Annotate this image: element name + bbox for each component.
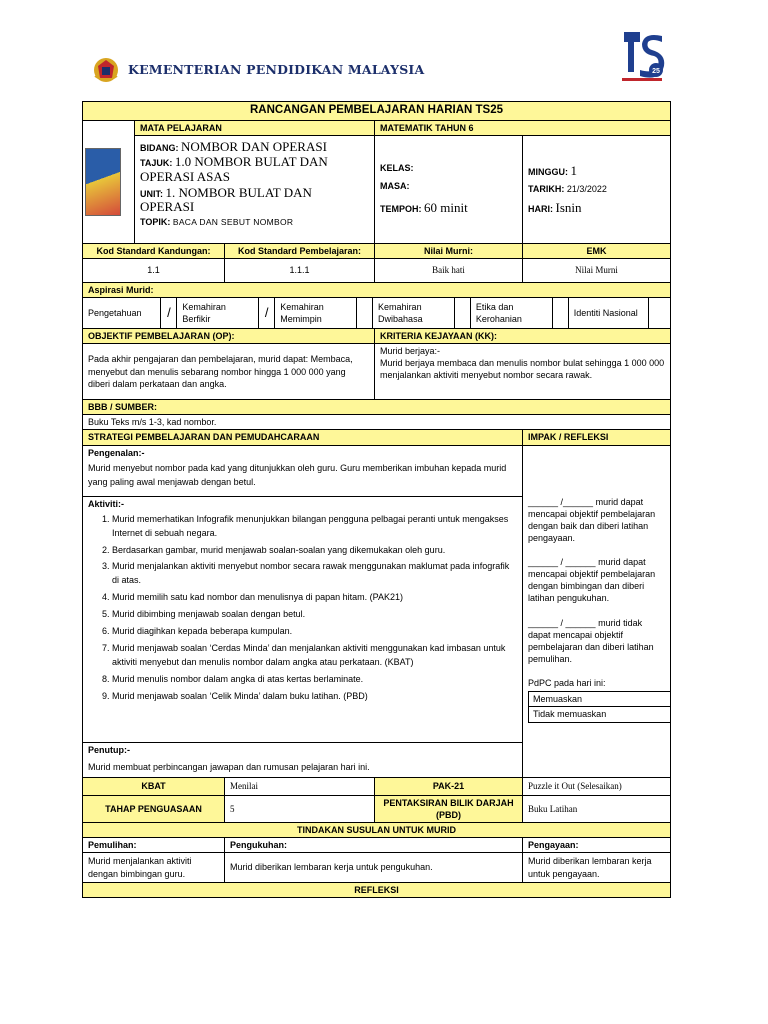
hari-label: HARI: <box>528 204 553 215</box>
aktiviti-cell <box>83 496 523 742</box>
ksk-value: 1.1 <box>83 258 225 282</box>
pengenalan-cell <box>83 445 523 496</box>
hari-value: Isnin <box>555 200 582 216</box>
tarikh-label: TARIKH: <box>528 184 565 195</box>
aktiviti-item: 6. Murid diagihkan kepada beberapa kumpulan. <box>112 625 517 639</box>
aktiviti-item: 9. Murid menjawab soalan ‘Celik Minda’ dalam buku latihan. (PBD) <box>112 690 517 704</box>
aspirasi-item: Kemahiran Dwibahasa <box>373 298 455 328</box>
pengukuhan-text: Murid diberikan lembaran kerja untuk pengukuhan. <box>225 853 523 883</box>
aktiviti-list <box>88 513 517 704</box>
topik-label: TOPIK: <box>140 217 171 228</box>
aktiviti-item: 4. Murid memilih satu kad nombor dan menulisnya di papan hitam. (PAK21) <box>112 591 517 605</box>
kelas-label: KELAS: <box>380 163 414 174</box>
aspirasi-item: Etika dan Kerohanian <box>470 298 552 328</box>
kriteria-intro: Murid berjaya:- <box>380 346 441 357</box>
aspirasi-mark <box>357 298 373 328</box>
pengenalan-label: Pengenalan:- <box>88 447 145 458</box>
subject-detail <box>135 135 375 243</box>
bidang-label: BIDANG: <box>140 142 179 153</box>
aktiviti-item: 8. Murid menulis nombor dalam angka di atas kertas berlaminate. <box>112 673 517 687</box>
mata-pelajaran-value: MATEMATIK TAHUN 6 <box>375 120 671 135</box>
textbook-cover <box>83 120 135 243</box>
pemulihan-label: Pemulihan: <box>83 837 225 852</box>
bbb-label: BBB / SUMBER: <box>83 400 671 415</box>
pak21-value: Puzzle it Out (Selesaikan) <box>523 777 671 795</box>
ts25-logo <box>618 28 666 84</box>
strategi-label: STRATEGI PEMBELAJARAN DAN PEMUDAHCARAAN <box>83 430 523 445</box>
minggu-value: 1 <box>570 162 578 178</box>
pdpc-label: PdPC pada hari ini: <box>528 678 606 689</box>
pengayaan-label: Pengayaan: <box>523 837 671 852</box>
textbook-image <box>85 148 121 216</box>
tempoh-label: TEMPOH: <box>380 203 422 214</box>
session-info-left <box>375 135 523 243</box>
lesson-plan-table <box>82 101 671 898</box>
tarikh-value: 21/3/2022 <box>566 184 607 195</box>
aktiviti-label: Aktiviti:- <box>88 498 124 509</box>
aspirasi-mark <box>454 298 470 328</box>
pdpc-table <box>528 691 671 722</box>
penutup-text: Murid membuat perbincangan jawapan dan rumusan pelajaran hari ini. <box>88 761 370 772</box>
kriteria-cell <box>375 344 671 400</box>
penutup-cell <box>83 742 523 777</box>
unit-label: UNIT: <box>140 188 163 199</box>
impak-line-pengukuhan: ______ / ______ murid dapat mencapai objektif pembelajaran dengan bimbingan dan diberi latihan pengukuhan. <box>528 557 656 604</box>
impak-label: IMPAK / REFLEKSI <box>523 430 671 445</box>
kriteria-label: KRITERIA KEJAYAAN (KK): <box>375 328 671 343</box>
aspirasi-item: Kemahiran Memimpin <box>275 298 357 328</box>
pdpc-option: Tidak memuaskan <box>529 707 671 722</box>
nilai-murni-value: Baik hati <box>375 258 523 282</box>
aspirasi-grid <box>83 298 670 328</box>
pengenalan-text: Murid menyebut nombor pada kad yang ditunjukkan oleh guru. Guru memberikan imbuhan kepada murid yang paling awal menjawab dengan betul. <box>88 462 507 487</box>
tajuk-value: 1.0 NOMBOR BULAT DAN OPERASI ASAS <box>140 154 328 184</box>
aspirasi-label: Aspirasi Murid: <box>83 282 671 297</box>
objektif-label: OBJEKTIF PEMBELAJARAN (OP): <box>83 328 375 343</box>
ksp-value: 1.1.1 <box>225 258 375 282</box>
aktiviti-item: 3. Murid menjalankan aktiviti menyebut nombor secara rawak menggunakan maklumat pada infografik di atas. <box>112 560 517 588</box>
impak-line-pengayaan: ______ /______ murid dapat mencapai objektif pembelajaran dengan baik dan diberi latihan pengayaan. <box>528 496 656 543</box>
kbat-label: KBAT <box>83 777 225 795</box>
tajuk-label: TAJUK: <box>140 158 173 169</box>
aktiviti-item: 2. Berdasarkan gambar, murid menjawab soalan-soalan yang dikemukakan oleh guru. <box>112 544 517 558</box>
masa-label: MASA: <box>380 181 410 192</box>
pengukuhan-label: Pengukuhan: <box>225 837 523 852</box>
tindakan-label: TINDAKAN SUSULAN UNTUK MURID <box>83 822 671 837</box>
aspirasi-mark <box>552 298 568 328</box>
impak-line-pemulihan: ______ / ______ murid tidak dapat mencapai objektif pembelajaran dan diberi latihan pemulihan. <box>528 617 654 665</box>
tahap-value: 5 <box>225 795 375 822</box>
unit-value: 1. NOMBOR BULAT DAN OPERASI <box>140 184 312 215</box>
emk-label: EMK <box>523 243 671 258</box>
aspirasi-mark: / <box>161 298 177 328</box>
session-info-right <box>523 135 671 243</box>
pdpc-option: Memuaskan <box>529 692 671 707</box>
mata-pelajaran-label: MATA PELAJARAN <box>135 120 375 135</box>
pbd-value: Buku Latihan <box>523 795 671 822</box>
pak21-label: PAK-21 <box>375 777 523 795</box>
tempoh-value: 60 minit <box>424 199 468 215</box>
aspirasi-mark <box>648 298 670 328</box>
kriteria-text: Murid berjaya membaca dan menulis nombor bulat sehingga 1 000 000 menjalankan aktiviti menyebut nombor secara rawak. <box>380 358 665 381</box>
minggu-label: MINGGU: <box>528 166 568 177</box>
objektif-text: Pada akhir pengajaran dan pembelajaran, murid dapat: Membaca, menyebut dan menulis sebarang nombor hingga 1 000 000 yang diberi dalam perkataan dan angka. <box>83 344 375 400</box>
svg-text:25: 25 <box>652 68 660 75</box>
ksp-label: Kod Standard Pembelajaran: <box>225 243 375 258</box>
aktiviti-item: 1. Murid memerhatikan Infografik menunjukkan bilangan pengguna pelbagai peranti untuk mengakses Internet di sebuah negara. <box>112 513 517 541</box>
refleksi-label: REFLEKSI <box>83 883 671 898</box>
aspirasi-mark: / <box>259 298 275 328</box>
impak-cell <box>523 445 671 777</box>
aspirasi-item: Kemahiran Berfikir <box>177 298 259 328</box>
kbat-value: Menilai <box>225 777 375 795</box>
plan-title: RANCANGAN PEMBELAJARAN HARIAN TS25 <box>83 102 671 121</box>
pengayaan-text: Murid diberikan lembaran kerja untuk pengayaan. <box>523 853 671 883</box>
bbb-text: Buku Teks m/s 1-3, kad nombor. <box>83 415 671 430</box>
ministry-title: KEMENTERIAN PENDIDIKAN MALAYSIA <box>128 62 425 77</box>
kpm-crest-icon <box>92 56 120 84</box>
nilai-murni-label: Nilai Murni: <box>375 243 523 258</box>
pemulihan-text: Murid menjalankan aktiviti dengan bimbingan guru. <box>83 853 225 883</box>
bidang-value: NOMBOR DAN OPERASI <box>181 138 327 154</box>
emk-value: Nilai Murni <box>523 258 671 282</box>
aktiviti-item: 5. Murid dibimbing menjawab soalan dengan betul. <box>112 608 517 622</box>
pbd-label: PENTAKSIRAN BILIK DARJAH (PBD) <box>375 795 523 822</box>
aspirasi-item: Identiti Nasional <box>568 298 648 328</box>
penutup-label: Penutup:- <box>88 744 130 755</box>
ksk-label: Kod Standard Kandungan: <box>83 243 225 258</box>
topik-value: BACA DAN SEBUT NOMBOR <box>172 217 294 228</box>
aspirasi-item: Pengetahuan <box>83 298 161 328</box>
tahap-label: TAHAP PENGUASAAN <box>83 795 225 822</box>
aspirasi-row <box>83 297 671 328</box>
aktiviti-item: 7. Murid menjawab soalan ‘Cerdas Minda’ dan menjalankan aktiviti menggunakan kad imbasan untuk aktiviti menyebut dan menulis nombor dalam angka atau perkataan. (KBAT) <box>112 642 517 670</box>
